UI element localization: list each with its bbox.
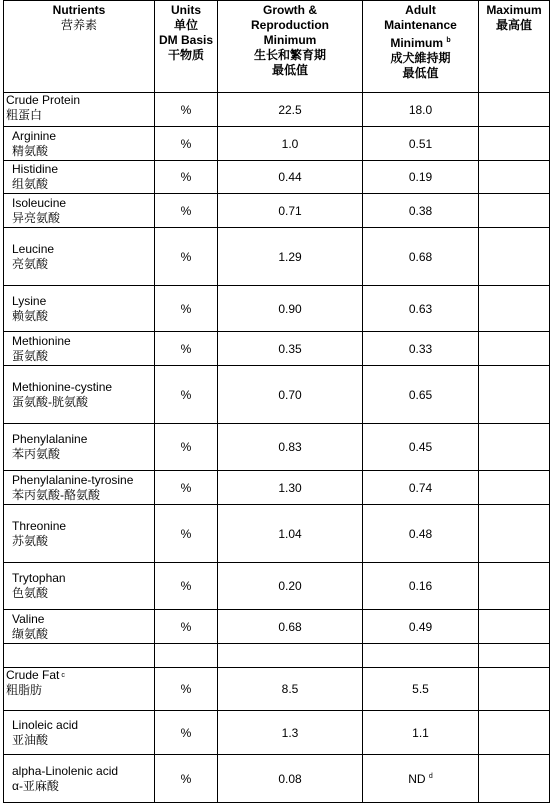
- maximum-value-cell: [479, 286, 550, 332]
- adult-value-cell: [363, 424, 479, 471]
- units-text: %: [180, 136, 192, 151]
- units-cell: [155, 424, 218, 471]
- table-row: [4, 366, 550, 424]
- nutrient-name-cell: [4, 286, 155, 332]
- growth-value-cell: [218, 755, 363, 803]
- nutrient-name-zh: 色氨酸: [12, 586, 49, 600]
- nutrient-profile-table-page: [3, 0, 549, 803]
- nutrient-footnote: c: [61, 672, 65, 679]
- units-cell: [155, 755, 218, 803]
- header-maximum: [479, 1, 550, 93]
- adult-value-cell: [363, 610, 479, 644]
- header-units-l4: 干物质: [167, 48, 204, 62]
- header-growth: [218, 1, 363, 93]
- growth-value-cell: [218, 286, 363, 332]
- units-cell: [155, 286, 218, 332]
- nutrient-name-en: Trytophan: [12, 571, 66, 585]
- units-text: %: [180, 203, 192, 218]
- table-row: [4, 610, 550, 644]
- adult-value-text: 0.48: [408, 526, 433, 541]
- units-text: %: [180, 682, 192, 696]
- table-row: [4, 161, 550, 194]
- nutrient-name-zh: 亚油酸: [12, 732, 49, 747]
- units-cell: [155, 644, 218, 668]
- maximum-value-cell: [479, 563, 550, 610]
- adult-value-text: 5.5: [412, 682, 429, 696]
- units-text: %: [180, 170, 192, 184]
- growth-value-cell: [218, 505, 363, 563]
- adult-value-cell: [363, 286, 479, 332]
- adult-value-text: 1.1: [412, 725, 429, 740]
- growth-value-cell: [218, 161, 363, 194]
- table-row: [4, 668, 550, 711]
- nutrient-name-en: Crude Protein: [6, 93, 81, 107]
- nutrient-name-en: Phenylalanine-tyrosine: [12, 472, 134, 487]
- units-cell: [155, 127, 218, 161]
- nutrient-name-cell: [4, 161, 155, 194]
- adult-value-text: 0.45: [408, 440, 433, 454]
- nutrient-name-cell: [4, 610, 155, 644]
- units-cell: [155, 563, 218, 610]
- units-text: %: [180, 301, 192, 316]
- growth-value-text: 1.3: [281, 725, 299, 740]
- adult-value-text: 0.65: [408, 387, 433, 402]
- header-growth-l2: Reproduction: [251, 18, 329, 32]
- units-cell: [155, 228, 218, 286]
- growth-value-text: 0.08: [278, 771, 302, 786]
- header-adult-l1: Adult: [405, 3, 436, 17]
- growth-value-cell: [218, 471, 363, 505]
- growth-value-text: 0.68: [278, 619, 302, 634]
- nutrient-name-cell: [4, 332, 155, 366]
- nutrient-name-en: Phenylalanine: [12, 432, 88, 446]
- header-adult: [363, 1, 479, 93]
- units-cell: [155, 194, 218, 228]
- nutrient-name-cell: [4, 711, 155, 755]
- table-row: [4, 228, 550, 286]
- units-text: %: [180, 725, 192, 740]
- units-cell: [155, 711, 218, 755]
- adult-value-text: 0.51: [408, 136, 433, 151]
- table-row: [4, 127, 550, 161]
- header-growth-l4: 生长和繁育期: [253, 48, 326, 62]
- adult-value-text: 0.68: [408, 249, 433, 264]
- maximum-value-cell: [479, 228, 550, 286]
- nutrient-name-zh: 蛋氨酸-胱氨酸: [12, 394, 88, 409]
- adult-value-text: 0.74: [408, 480, 433, 495]
- growth-value-text: 0.44: [278, 170, 302, 184]
- adult-value-cell: [363, 161, 479, 194]
- nutrient-name-en: Threonine: [12, 518, 67, 533]
- growth-value-cell: [218, 93, 363, 127]
- table-header-row: [4, 1, 550, 93]
- header-adult-l4: 成犬維持期: [390, 51, 451, 65]
- units-cell: [155, 366, 218, 424]
- maximum-value-cell: [479, 161, 550, 194]
- units-cell: [155, 668, 218, 711]
- growth-value-cell: [218, 644, 363, 668]
- maximum-value-cell: [479, 332, 550, 366]
- maximum-value-cell: [479, 668, 550, 711]
- header-units-l1: Units: [171, 3, 201, 17]
- adult-value-cell: [363, 668, 479, 711]
- nutrient-name-zh: 亮氨酸: [12, 256, 49, 271]
- table-row: [4, 194, 550, 228]
- nutrient-name-en: Leucine: [12, 241, 55, 256]
- units-cell: [155, 610, 218, 644]
- growth-value-text: 0.90: [278, 301, 302, 316]
- units-text: %: [180, 771, 192, 786]
- header-adult-footnote: b: [446, 37, 451, 44]
- nutrient-name-zh: 异亮氨酸: [12, 210, 61, 225]
- nutrient-name-en: Histidine: [12, 162, 59, 176]
- nutrient-name-cell: [4, 668, 155, 711]
- growth-value-text: 8.5: [281, 682, 299, 696]
- header-nutrients: [4, 1, 155, 93]
- nutrient-name-en: Valine: [12, 611, 45, 626]
- header-units: [155, 1, 218, 93]
- nutrient-name-en: Methionine: [12, 333, 71, 348]
- table-row: [4, 332, 550, 366]
- adult-value-cell: [363, 711, 479, 755]
- adult-value-cell: [363, 332, 479, 366]
- adult-value-cell: [363, 194, 479, 228]
- growth-value-text: 0.83: [278, 440, 302, 454]
- nutrient-name-zh: 蛋氨酸: [12, 348, 49, 363]
- growth-value-cell: [218, 563, 363, 610]
- growth-value-text: 1.29: [278, 249, 302, 264]
- adult-value-text: 0.16: [408, 579, 433, 593]
- maximum-value-cell: [479, 610, 550, 644]
- nutrient-name-en: Isoleucine: [12, 195, 67, 210]
- units-cell: [155, 471, 218, 505]
- maximum-value-cell: [479, 93, 550, 127]
- nutrient-name-zh: 粗蛋白: [6, 108, 43, 122]
- table-row: [4, 711, 550, 755]
- growth-value-text: 0.71: [278, 203, 302, 218]
- nutrient-name-en: alpha-Linolenic acid: [12, 763, 119, 778]
- header-growth-l5: 最低值: [271, 63, 308, 77]
- adult-value-cell: [363, 471, 479, 505]
- adult-value-text: 18.0: [408, 102, 433, 117]
- header-maximum-l2: 最高值: [495, 18, 532, 32]
- adult-value-cell: [363, 93, 479, 127]
- table-body: [4, 93, 550, 803]
- header-nutrients-en: Nutrients: [52, 3, 106, 17]
- units-text: %: [180, 249, 192, 264]
- header-units-l3: DM Basis: [158, 33, 214, 47]
- header-adult-l3-wrap: [363, 33, 478, 51]
- nutrient-name-cell: [4, 755, 155, 803]
- adult-footnote: d: [428, 772, 433, 780]
- nutrient-name-zh: 赖氨酸: [12, 308, 49, 323]
- adult-value-cell: [363, 644, 479, 668]
- adult-value-cell: [363, 563, 479, 610]
- header-growth-l3: Minimum: [263, 33, 317, 47]
- growth-value-text: 1.30: [278, 480, 302, 495]
- maximum-value-cell: [479, 755, 550, 803]
- adult-value-text: ND: [408, 771, 426, 786]
- table-row: [4, 471, 550, 505]
- units-text: %: [180, 440, 192, 454]
- units-text: %: [180, 341, 192, 356]
- adult-value-text: 0.19: [408, 170, 433, 184]
- nutrient-name-zh: 苯丙氨酸-酪氨酸: [12, 487, 100, 502]
- growth-value-cell: [218, 366, 363, 424]
- maximum-value-cell: [479, 471, 550, 505]
- maximum-value-cell: [479, 127, 550, 161]
- units-text: %: [180, 579, 192, 593]
- nutrient-name-cell: [4, 505, 155, 563]
- header-adult-l3: Minimum: [390, 36, 444, 50]
- nutrient-name-cell: [4, 366, 155, 424]
- growth-value-text: 0.35: [278, 341, 302, 356]
- adult-value-cell: [363, 755, 479, 803]
- growth-value-cell: [218, 127, 363, 161]
- header-adult-l5: 最低值: [402, 66, 439, 80]
- header-nutrients-zh: 营养素: [60, 18, 97, 32]
- nutrient-name-zh: 组氨酸: [12, 177, 49, 191]
- growth-value-cell: [218, 610, 363, 644]
- growth-value-text: 1.04: [278, 526, 302, 541]
- maximum-value-cell: [479, 366, 550, 424]
- growth-value-text: 22.5: [278, 102, 302, 117]
- table-row: [4, 424, 550, 471]
- adult-value-cell: [363, 228, 479, 286]
- nutrient-name-zh: 缬氨酸: [12, 626, 49, 641]
- nutrient-table: [3, 0, 550, 803]
- growth-value-text: 1.0: [281, 136, 299, 151]
- nutrient-name-en: Linoleic acid: [12, 717, 79, 732]
- units-cell: [155, 332, 218, 366]
- table-row: [4, 563, 550, 610]
- nutrient-name-cell: [4, 194, 155, 228]
- adult-value-cell: [363, 505, 479, 563]
- table-row: [4, 505, 550, 563]
- maximum-value-cell: [479, 711, 550, 755]
- growth-value-cell: [218, 668, 363, 711]
- adult-value-text: 0.63: [408, 301, 433, 316]
- maximum-value-cell: [479, 424, 550, 471]
- nutrient-name-zh: 精氨酸: [12, 143, 49, 158]
- nutrient-name-cell: [4, 644, 155, 668]
- nutrient-name-cell: [4, 424, 155, 471]
- table-row: [4, 286, 550, 332]
- growth-value-text: 0.20: [278, 579, 302, 593]
- units-text: %: [180, 102, 192, 117]
- growth-value-cell: [218, 332, 363, 366]
- adult-value-text: 0.33: [408, 341, 433, 356]
- nutrient-name-zh: 苯丙氨酸: [12, 447, 61, 461]
- nutrient-name-cell: [4, 93, 155, 127]
- maximum-value-cell: [479, 644, 550, 668]
- growth-value-text: 0.70: [278, 387, 302, 402]
- units-cell: [155, 93, 218, 127]
- nutrient-name-zh: 苏氨酸: [12, 533, 49, 548]
- header-growth-l1: Growth &: [263, 3, 317, 17]
- table-row: [4, 755, 550, 803]
- units-text: %: [180, 480, 192, 495]
- nutrient-name-cell: [4, 228, 155, 286]
- adult-value-text: 0.38: [408, 203, 433, 218]
- nutrient-name-en: Methionine-cystine: [12, 379, 113, 394]
- nutrient-name-en: Lysine: [12, 293, 47, 308]
- nutrient-name-zh: 粗脂肪: [6, 683, 43, 697]
- maximum-value-cell: [479, 505, 550, 563]
- nutrient-name-cell: [4, 127, 155, 161]
- units-text: %: [180, 619, 192, 634]
- table-row: [4, 93, 550, 127]
- units-cell: [155, 161, 218, 194]
- growth-value-cell: [218, 228, 363, 286]
- adult-value-text: 0.49: [408, 619, 433, 634]
- header-units-l2: 单位: [173, 18, 198, 32]
- nutrient-name-cell: [4, 563, 155, 610]
- maximum-value-cell: [479, 194, 550, 228]
- header-adult-l2: Maintenance: [384, 18, 457, 32]
- adult-value-cell: [363, 366, 479, 424]
- units-text: %: [180, 526, 192, 541]
- growth-value-cell: [218, 711, 363, 755]
- units-cell: [155, 505, 218, 563]
- nutrient-name-en: Crude Fat: [6, 668, 60, 682]
- nutrient-name-cell: [4, 471, 155, 505]
- units-text: %: [180, 387, 192, 402]
- growth-value-cell: [218, 194, 363, 228]
- header-maximum-l1: Maximum: [486, 3, 542, 17]
- spacer-row: [4, 644, 550, 668]
- nutrient-name-zh: α-亚麻酸: [12, 778, 59, 793]
- growth-value-cell: [218, 424, 363, 471]
- adult-value-cell: [363, 127, 479, 161]
- nutrient-name-en: Arginine: [12, 128, 57, 143]
